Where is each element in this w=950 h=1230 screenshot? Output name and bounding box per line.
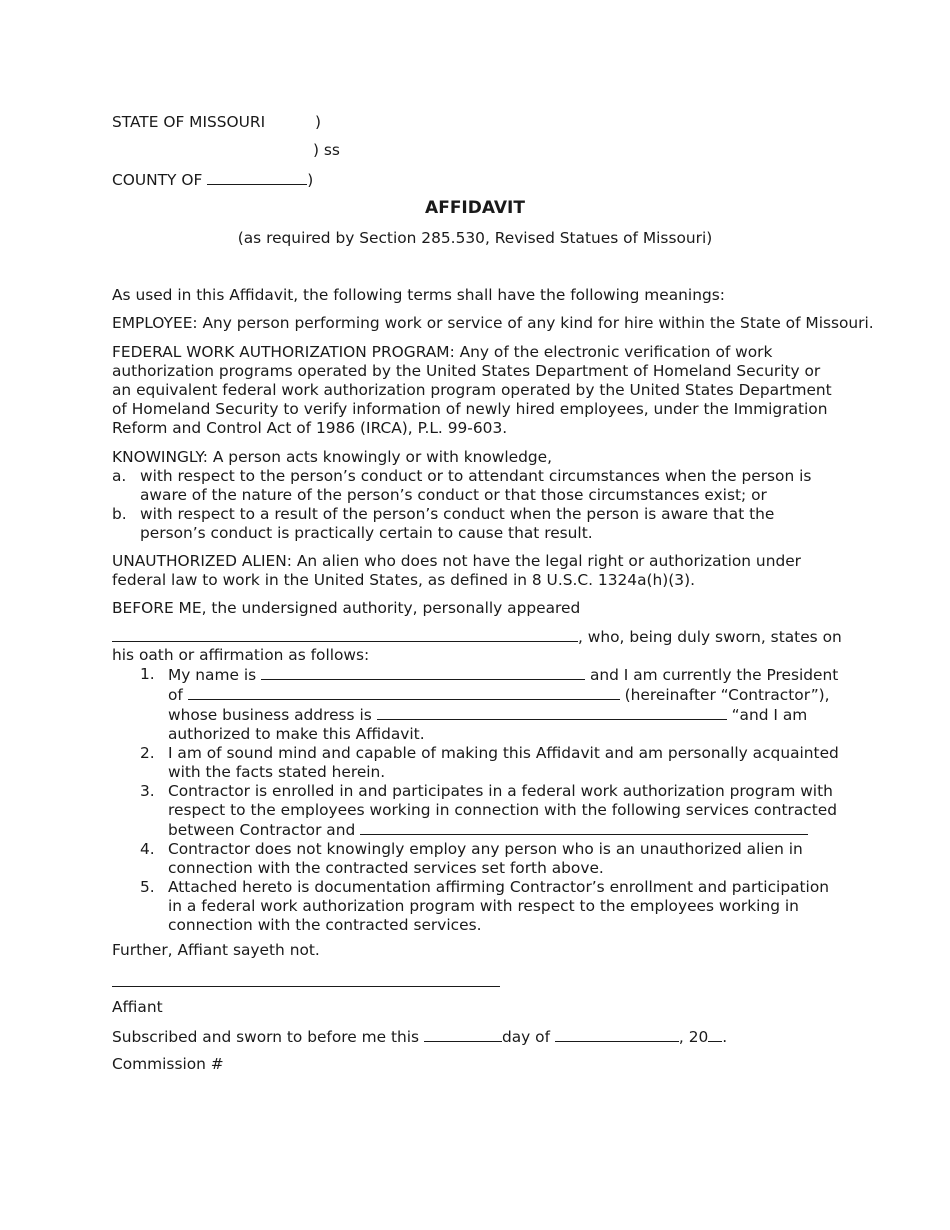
caption-paren: ) [315, 113, 322, 131]
statement-text: authorized to make this Affidavit. [168, 725, 425, 743]
document-title: AFFIDAVIT [425, 198, 525, 218]
numbered-statements [112, 665, 840, 935]
subscribed-text: day of [501, 1028, 551, 1046]
statement-4 [112, 840, 840, 878]
commission-label: Commission # [112, 1055, 224, 1073]
state-caption [112, 113, 265, 132]
list-item-text: with respect to a result of the person’s conduct when the person is aware that the person’s conduct is practically certain to cause that result. [140, 505, 775, 542]
caption-paren: ) [307, 171, 314, 189]
list-item [112, 505, 840, 543]
ss-label: ) ss [313, 141, 340, 159]
state-label: STATE OF MISSOURI [112, 113, 266, 131]
statement-5 [112, 878, 840, 935]
unauthorized-alien-definition: UNAUTHORIZED ALIEN: An alien who does not have the legal right or authorization under federal law to work in the United States, as defined in 8 U.S.C. 1324a(h)(3). [112, 552, 802, 589]
county-label: COUNTY OF [112, 171, 203, 189]
list-marker: 3. [140, 782, 155, 800]
statement-text: Contractor does not knowingly employ any person who is an unauthorized alien in connection with the contracted services set forth above. [168, 840, 803, 877]
name-blank[interactable] [261, 665, 585, 680]
list-marker: 5. [140, 878, 155, 896]
sworn-line [112, 627, 842, 647]
statement-text: and I am currently the President [589, 666, 839, 684]
month-blank[interactable] [555, 1027, 679, 1042]
subscribed-text: Subscribed and sworn to before me this [112, 1028, 420, 1046]
affiant-name-blank[interactable] [112, 627, 578, 642]
statement-1 [112, 665, 840, 744]
list-marker: a. [112, 467, 127, 485]
knowingly-list [112, 467, 840, 543]
statement-text: I am of sound mind and capable of making this Affidavit and am personally acquainted with the facts stated herein. [168, 744, 839, 781]
affiant-label: Affiant [112, 998, 163, 1016]
statement-3 [112, 782, 840, 840]
services-blank[interactable] [360, 820, 808, 835]
affiant-signature-line[interactable] [112, 986, 500, 987]
business-address-blank[interactable] [377, 705, 727, 720]
list-item [112, 467, 840, 505]
statement-text: “and I am [731, 706, 808, 724]
further-text: Further, Affiant sayeth not. [112, 941, 320, 959]
employee-definition: EMPLOYEE: Any person performing work or service of any kind for hire within the State of Missouri. [112, 314, 874, 332]
sworn-text: , who, being duly sworn, states on [578, 628, 842, 646]
list-marker: 1. [140, 665, 155, 683]
statement-text: between Contractor and [168, 821, 356, 839]
company-blank[interactable] [188, 685, 620, 700]
before-me-paragraph: BEFORE ME, the undersigned authority, personally appeared [112, 599, 581, 617]
list-marker: 2. [140, 744, 155, 762]
statement-text: whose business address is [168, 706, 372, 724]
statement-text: Attached hereto is documentation affirming Contractor’s enrollment and participation in a federal work authorization program with respect to the employees working in connection with the contracted services. [168, 878, 830, 934]
subscribed-text: , 20 [678, 1028, 709, 1046]
statement-text: (hereinafter “Contractor”), [624, 686, 830, 704]
fwap-definition: FEDERAL WORK AUTHORIZATION PROGRAM: Any of the electronic verification of work authorization programs operated by the United States Department of Homeland Security or an equivalent federal work authorization program operated by the United States Department of Homeland Security to verify information of newly hired employees, under the Immigration Reform and Control Act of 1986 (IRCA), P.L. 99-603. [112, 343, 832, 437]
day-blank[interactable] [424, 1027, 502, 1042]
list-marker: 4. [140, 840, 155, 858]
county-caption [112, 170, 313, 190]
intro-paragraph: As used in this Affidavit, the following terms shall have the following meanings: [112, 286, 725, 304]
list-item-text: with respect to the person’s conduct or to attendant circumstances when the person is aware of the nature of the person’s conduct or that those circumstances exist; or [140, 467, 812, 504]
sworn-text: his oath or affirmation as follows: [112, 646, 370, 664]
statement-2 [112, 744, 840, 782]
statement-text: My name is [168, 666, 257, 684]
statement-text: of [168, 686, 183, 704]
document-subtitle: (as required by Section 285.530, Revised Statues of Missouri) [237, 229, 713, 247]
subscribed-line [112, 1027, 727, 1047]
list-marker: b. [112, 505, 127, 523]
knowingly-definition: KNOWINGLY: A person acts knowingly or with knowledge, [112, 448, 553, 466]
subscribed-text: . [722, 1028, 728, 1046]
year-blank[interactable] [708, 1027, 722, 1042]
statement-text: Contractor is enrolled in and participates in a federal work authorization program with respect to the employees working in connection with the following services contracted [168, 782, 838, 819]
county-blank[interactable] [207, 170, 307, 185]
